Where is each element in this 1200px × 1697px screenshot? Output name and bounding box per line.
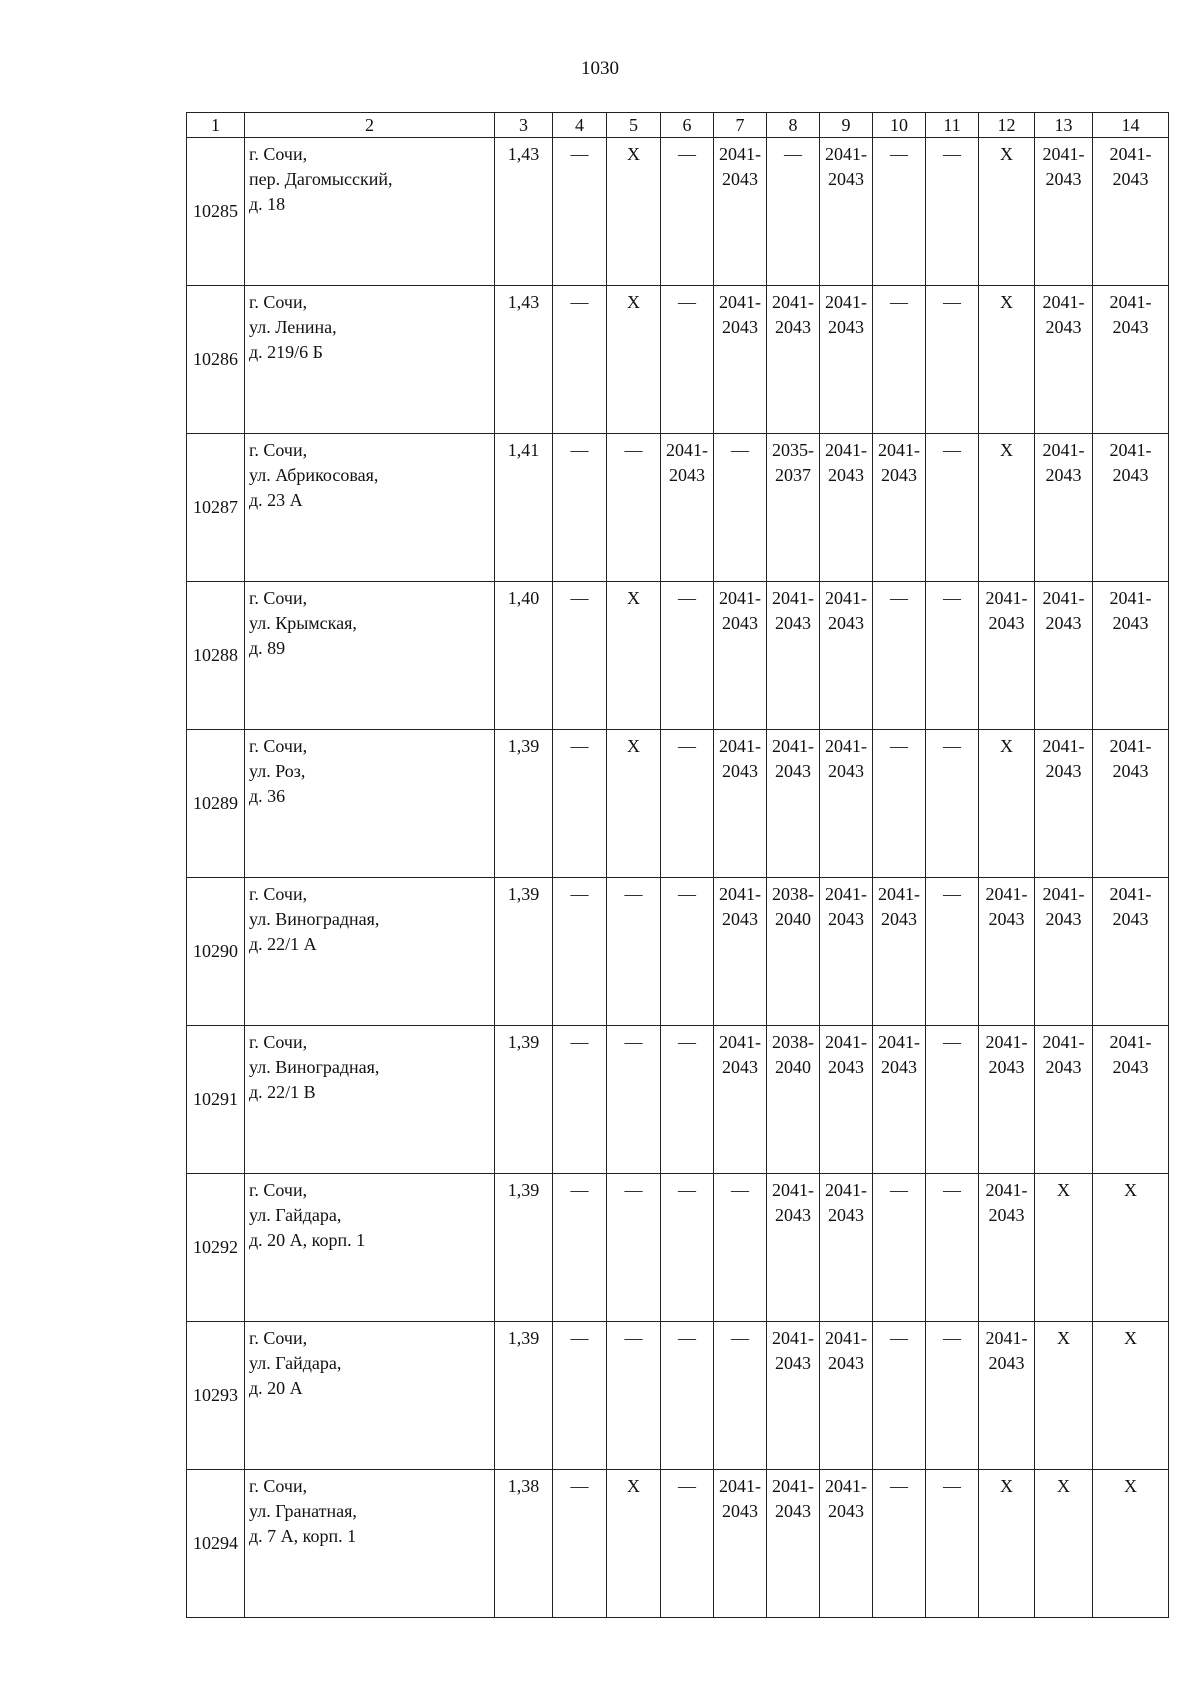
column-header-1: 1 xyxy=(187,113,245,138)
cell-col-13: 2041- 2043 xyxy=(1035,434,1093,582)
address-line: пер. Дагомысский, xyxy=(249,169,393,189)
address-line: д. 23 А xyxy=(249,490,303,510)
cell-col-14: X xyxy=(1093,1174,1169,1322)
table-row xyxy=(187,286,1169,434)
cell-col-13: 2041- 2043 xyxy=(1035,286,1093,434)
cell-col-3: 1,39 xyxy=(495,730,553,878)
table-row xyxy=(187,138,1169,286)
cell-col-6: — xyxy=(661,1026,714,1174)
cell-col-3: 1,40 xyxy=(495,582,553,730)
address-line: г. Сочи, xyxy=(249,440,308,460)
cell-col-8: 2041- 2043 xyxy=(767,1174,820,1322)
cell-col-8: 2041- 2043 xyxy=(767,1322,820,1470)
address-line: ул. Виноградная, xyxy=(249,1057,380,1077)
cell-col-13: 2041- 2043 xyxy=(1035,138,1093,286)
cell-col-9: 2041- 2043 xyxy=(820,1026,873,1174)
cell-col-12: X xyxy=(979,434,1035,582)
cell-col-4: — xyxy=(553,1174,607,1322)
cell-col-13: 2041- 2043 xyxy=(1035,730,1093,878)
cell-col-5: X xyxy=(607,138,661,286)
table-row xyxy=(187,1470,1169,1618)
cell-col-3: 1,41 xyxy=(495,434,553,582)
cell-col-10: 2041- 2043 xyxy=(873,878,926,1026)
cell-col-3: 1,39 xyxy=(495,1026,553,1174)
cell-col-10: — xyxy=(873,730,926,878)
cell-col-10: 2041- 2043 xyxy=(873,434,926,582)
cell-col-9: 2041- 2043 xyxy=(820,878,873,1026)
address-line: ул. Виноградная, xyxy=(249,909,380,929)
cell-col-5: — xyxy=(607,878,661,1026)
cell-col-13: X xyxy=(1035,1174,1093,1322)
cell-col-5: — xyxy=(607,1026,661,1174)
column-header-13: 13 xyxy=(1035,113,1093,138)
cell-col-6: — xyxy=(661,878,714,1026)
cell-col-8: 2041- 2043 xyxy=(767,286,820,434)
cell-col-11: — xyxy=(926,1322,979,1470)
address-cell xyxy=(245,1322,495,1470)
address-cell xyxy=(245,582,495,730)
address-line: ул. Крымская, xyxy=(249,613,357,633)
address-line: г. Сочи, xyxy=(249,884,308,904)
cell-col-5: — xyxy=(607,434,661,582)
cell-col-11: — xyxy=(926,582,979,730)
cell-col-13: 2041- 2043 xyxy=(1035,878,1093,1026)
cell-col-6: — xyxy=(661,1322,714,1470)
table-row xyxy=(187,434,1169,582)
column-header-9: 9 xyxy=(820,113,873,138)
cell-col-4: — xyxy=(553,1322,607,1470)
cell-col-10: — xyxy=(873,1174,926,1322)
cell-col-3: 1,39 xyxy=(495,1322,553,1470)
row-number: 10292 xyxy=(187,1174,245,1322)
cell-col-11: — xyxy=(926,1470,979,1618)
cell-col-9: 2041- 2043 xyxy=(820,582,873,730)
cell-col-7: — xyxy=(714,1322,767,1470)
column-header-7: 7 xyxy=(714,113,767,138)
column-header-8: 8 xyxy=(767,113,820,138)
cell-col-5: X xyxy=(607,730,661,878)
cell-col-12: 2041- 2043 xyxy=(979,1026,1035,1174)
table-row xyxy=(187,1026,1169,1174)
address-cell xyxy=(245,286,495,434)
cell-col-14: 2041- 2043 xyxy=(1093,582,1169,730)
cell-col-6: — xyxy=(661,286,714,434)
address-cell xyxy=(245,1174,495,1322)
cell-col-14: 2041- 2043 xyxy=(1093,878,1169,1026)
cell-col-12: 2041- 2043 xyxy=(979,1322,1035,1470)
cell-col-4: — xyxy=(553,582,607,730)
cell-col-13: X xyxy=(1035,1470,1093,1618)
address-line: ул. Абрикосовая, xyxy=(249,465,379,485)
address-line: г. Сочи, xyxy=(249,736,308,756)
cell-col-4: — xyxy=(553,286,607,434)
cell-col-11: — xyxy=(926,138,979,286)
cell-col-9: 2041- 2043 xyxy=(820,1174,873,1322)
cell-col-8: 2035- 2037 xyxy=(767,434,820,582)
table-row xyxy=(187,1322,1169,1470)
cell-col-11: — xyxy=(926,434,979,582)
cell-col-12: X xyxy=(979,1470,1035,1618)
cell-col-6: — xyxy=(661,1174,714,1322)
cell-col-3: 1,39 xyxy=(495,878,553,1026)
address-cell xyxy=(245,1026,495,1174)
cell-col-11: — xyxy=(926,286,979,434)
cell-col-4: — xyxy=(553,878,607,1026)
cell-col-4: — xyxy=(553,1026,607,1174)
column-header-10: 10 xyxy=(873,113,926,138)
address-line: д. 36 xyxy=(249,786,286,806)
page-number: 1030 xyxy=(581,58,619,79)
cell-col-11: — xyxy=(926,1026,979,1174)
table-row xyxy=(187,730,1169,878)
address-line: г. Сочи, xyxy=(249,588,308,608)
cell-col-14: 2041- 2043 xyxy=(1093,1026,1169,1174)
cell-col-7: 2041- 2043 xyxy=(714,878,767,1026)
cell-col-9: 2041- 2043 xyxy=(820,286,873,434)
cell-col-3: 1,43 xyxy=(495,286,553,434)
cell-col-12: X xyxy=(979,730,1035,878)
table-row xyxy=(187,582,1169,730)
cell-col-3: 1,43 xyxy=(495,138,553,286)
cell-col-5: — xyxy=(607,1322,661,1470)
address-line: д. 20 А, корп. 1 xyxy=(249,1230,366,1250)
cell-col-8: — xyxy=(767,138,820,286)
cell-col-12: X xyxy=(979,286,1035,434)
row-number: 10289 xyxy=(187,730,245,878)
cell-col-5: X xyxy=(607,286,661,434)
address-line: г. Сочи, xyxy=(249,1032,308,1052)
cell-col-14: X xyxy=(1093,1322,1169,1470)
cell-col-9: 2041- 2043 xyxy=(820,434,873,582)
cell-col-9: 2041- 2043 xyxy=(820,138,873,286)
cell-col-10: — xyxy=(873,138,926,286)
cell-col-6: — xyxy=(661,1470,714,1618)
address-line: д. 22/1 В xyxy=(249,1082,316,1102)
address-line: д. 20 А xyxy=(249,1378,303,1398)
cell-col-7: 2041- 2043 xyxy=(714,138,767,286)
cell-col-12: 2041- 2043 xyxy=(979,1174,1035,1322)
cell-col-7: 2041- 2043 xyxy=(714,286,767,434)
cell-col-8: 2038- 2040 xyxy=(767,1026,820,1174)
column-header-4: 4 xyxy=(553,113,607,138)
address-cell xyxy=(245,730,495,878)
address-line: ул. Ленина, xyxy=(249,317,337,337)
cell-col-14: 2041- 2043 xyxy=(1093,730,1169,878)
cell-col-4: — xyxy=(553,434,607,582)
address-line: д. 22/1 А xyxy=(249,934,317,954)
header-row xyxy=(187,113,1169,138)
cell-col-12: X xyxy=(979,138,1035,286)
column-header-2: 2 xyxy=(245,113,495,138)
cell-col-13: X xyxy=(1035,1322,1093,1470)
cell-col-10: — xyxy=(873,1470,926,1618)
row-number: 10285 xyxy=(187,138,245,286)
cell-col-12: 2041- 2043 xyxy=(979,582,1035,730)
registry-table xyxy=(186,112,1169,1618)
cell-col-7: 2041- 2043 xyxy=(714,1026,767,1174)
column-header-5: 5 xyxy=(607,113,661,138)
cell-col-11: — xyxy=(926,730,979,878)
cell-col-6: — xyxy=(661,730,714,878)
address-line: г. Сочи, xyxy=(249,1328,308,1348)
cell-col-4: — xyxy=(553,138,607,286)
cell-col-11: — xyxy=(926,1174,979,1322)
cell-col-9: 2041- 2043 xyxy=(820,730,873,878)
cell-col-9: 2041- 2043 xyxy=(820,1322,873,1470)
address-line: д. 7 А, корп. 1 xyxy=(249,1526,357,1546)
cell-col-4: — xyxy=(553,1470,607,1618)
cell-col-13: 2041- 2043 xyxy=(1035,1026,1093,1174)
cell-col-10: — xyxy=(873,582,926,730)
address-line: г. Сочи, xyxy=(249,1476,308,1496)
cell-col-4: — xyxy=(553,730,607,878)
address-line: д. 18 xyxy=(249,194,286,214)
column-header-6: 6 xyxy=(661,113,714,138)
cell-col-6: 2041- 2043 xyxy=(661,434,714,582)
cell-col-3: 1,38 xyxy=(495,1470,553,1618)
cell-col-10: — xyxy=(873,1322,926,1470)
cell-col-7: — xyxy=(714,1174,767,1322)
row-number: 10287 xyxy=(187,434,245,582)
address-line: ул. Гайдара, xyxy=(249,1205,342,1225)
address-cell xyxy=(245,1470,495,1618)
cell-col-14: 2041- 2043 xyxy=(1093,138,1169,286)
address-line: г. Сочи, xyxy=(249,144,308,164)
cell-col-7: — xyxy=(714,434,767,582)
address-line: ул. Гайдара, xyxy=(249,1353,342,1373)
row-number: 10286 xyxy=(187,286,245,434)
column-header-11: 11 xyxy=(926,113,979,138)
address-cell xyxy=(245,878,495,1026)
cell-col-8: 2038- 2040 xyxy=(767,878,820,1026)
column-header-3: 3 xyxy=(495,113,553,138)
row-number: 10288 xyxy=(187,582,245,730)
address-cell xyxy=(245,434,495,582)
row-number: 10293 xyxy=(187,1322,245,1470)
address-line: г. Сочи, xyxy=(249,1180,308,1200)
table-body xyxy=(187,138,1169,1618)
address-line: ул. Гранатная, xyxy=(249,1501,357,1521)
cell-col-14: 2041- 2043 xyxy=(1093,286,1169,434)
cell-col-6: — xyxy=(661,138,714,286)
table-row xyxy=(187,1174,1169,1322)
cell-col-14: X xyxy=(1093,1470,1169,1618)
cell-col-10: 2041- 2043 xyxy=(873,1026,926,1174)
cell-col-7: 2041- 2043 xyxy=(714,1470,767,1618)
table-row xyxy=(187,878,1169,1026)
cell-col-14: 2041- 2043 xyxy=(1093,434,1169,582)
cell-col-9: 2041- 2043 xyxy=(820,1470,873,1618)
cell-col-6: — xyxy=(661,582,714,730)
row-number: 10291 xyxy=(187,1026,245,1174)
table-header xyxy=(187,113,1169,138)
cell-col-7: 2041- 2043 xyxy=(714,582,767,730)
cell-col-8: 2041- 2043 xyxy=(767,730,820,878)
column-header-12: 12 xyxy=(979,113,1035,138)
cell-col-5: X xyxy=(607,1470,661,1618)
cell-col-8: 2041- 2043 xyxy=(767,582,820,730)
address-line: д. 219/6 Б xyxy=(249,342,323,362)
cell-col-11: — xyxy=(926,878,979,1026)
column-header-14: 14 xyxy=(1093,113,1169,138)
cell-col-3: 1,39 xyxy=(495,1174,553,1322)
cell-col-10: — xyxy=(873,286,926,434)
address-line: г. Сочи, xyxy=(249,292,308,312)
address-line: ул. Роз, xyxy=(249,761,306,781)
cell-col-5: — xyxy=(607,1174,661,1322)
address-line: д. 89 xyxy=(249,638,286,658)
row-number: 10290 xyxy=(187,878,245,1026)
cell-col-8: 2041- 2043 xyxy=(767,1470,820,1618)
address-cell xyxy=(245,138,495,286)
cell-col-12: 2041- 2043 xyxy=(979,878,1035,1026)
cell-col-5: X xyxy=(607,582,661,730)
row-number: 10294 xyxy=(187,1470,245,1618)
cell-col-13: 2041- 2043 xyxy=(1035,582,1093,730)
cell-col-7: 2041- 2043 xyxy=(714,730,767,878)
